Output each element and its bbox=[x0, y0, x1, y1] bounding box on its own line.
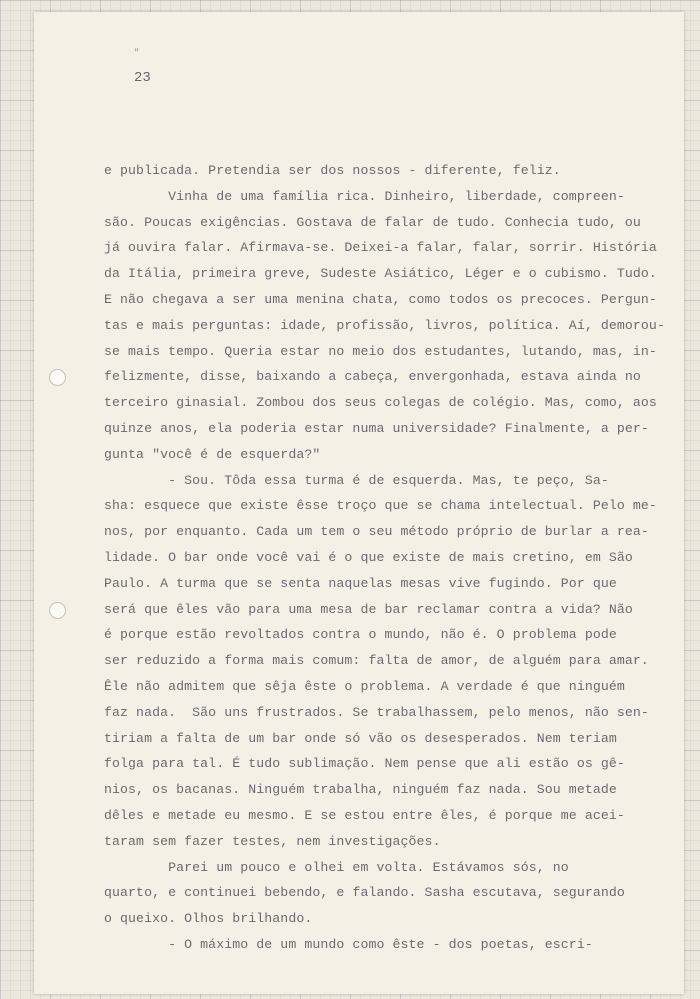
text-line: Vinha de uma família rica. Dinheiro, liberdade, compreen- bbox=[104, 188, 625, 204]
text-line: gunta "você é de esquerda?" bbox=[104, 446, 321, 462]
body-text bbox=[104, 158, 665, 958]
text-line: são. Poucas exigências. Gostava de falar de tudo. Conhecia tudo, ou bbox=[104, 214, 641, 230]
text-line: ser reduzido a forma mais comum: falta de amor, de alguém para amar. bbox=[104, 653, 649, 669]
text-line: tiriam a falta de um bar onde só vão os desesperados. Nem teriam bbox=[104, 730, 617, 746]
text-line: dêles e metade eu mesmo. E se estou entre êles, é porque me acei- bbox=[104, 807, 625, 823]
text-line: nios, os bacanas. Ninguém trabalha, ninguém faz nada. Sou metade bbox=[104, 782, 617, 798]
page-number: 23 bbox=[134, 70, 151, 86]
text-line: tas e mais perguntas: idade, profissão, livros, política. Aí, demorou- bbox=[104, 317, 665, 333]
text-line: E não chegava a ser uma menina chata, como todos os precoces. Pergun- bbox=[104, 291, 657, 307]
text-line: quinze anos, ela poderia estar numa universidade? Finalmente, a per- bbox=[104, 420, 649, 436]
text-line: Paulo. A turma que se senta naquelas mesas vive fugindo. Por que bbox=[104, 575, 617, 591]
text-line: - O máximo de um mundo como êste - dos poetas, escri- bbox=[104, 936, 593, 952]
text-line: se mais tempo. Queria estar no meio dos estudantes, lutando, mas, in- bbox=[104, 343, 657, 359]
text-line: da Itália, primeira greve, Sudeste Asiático, Léger e o cubismo. Tudo. bbox=[104, 266, 657, 282]
text-line: quarto, e continuei bebendo, e falando. Sasha escutava, segurando bbox=[104, 885, 625, 901]
text-line: e publicada. Pretendia ser dos nossos - diferente, feliz. bbox=[104, 163, 561, 178]
text-line: sha: esquece que existe êsse troço que se chama intelectual. Pelo me- bbox=[104, 498, 657, 514]
text-line: o queixo. Olhos brilhando. bbox=[104, 911, 313, 927]
text-line: folga para tal. É tudo sublimação. Nem pense que ali estão os gê- bbox=[104, 756, 625, 772]
text-line: Êle não admitem que sêja êste o problema. A verdade é que ninguém bbox=[104, 678, 625, 694]
text-line: é porque estão revoltados contra o mundo, não é. O problema pode bbox=[104, 627, 617, 643]
text-line: será que êles vão para uma mesa de bar reclamar contra a vida? Não bbox=[104, 601, 633, 617]
text-line: lidade. O bar onde você vai é o que existe de mais cretino, em São bbox=[104, 549, 633, 565]
text-line: - Sou. Tôda essa turma é de esquerda. Mas, te peço, Sa- bbox=[104, 472, 609, 488]
text-line: Parei um pouco e olhei em volta. Estávamos sós, no bbox=[104, 859, 569, 875]
punch-hole-upper bbox=[49, 369, 66, 386]
text-line: nos, por enquanto. Cada um tem o seu método próprio de burlar a rea- bbox=[104, 524, 649, 540]
text-line: já ouvira falar. Afirmava-se. Deixei-a falar, falar, sorrir. História bbox=[104, 240, 657, 256]
text-line: felizmente, disse, baixando a cabeça, envergonhada, estava ainda no bbox=[104, 369, 641, 385]
text-line: taram sem fazer testes, nem investigações. bbox=[104, 833, 441, 849]
text-line: terceiro ginasial. Zombou dos seus colegas de colégio. Mas, como, aos bbox=[104, 395, 657, 411]
text-line: faz nada. São uns frustrados. Se trabalhassem, pelo menos, não sen- bbox=[104, 704, 649, 720]
top-mark: " bbox=[134, 48, 140, 58]
punch-hole-lower bbox=[49, 602, 66, 619]
